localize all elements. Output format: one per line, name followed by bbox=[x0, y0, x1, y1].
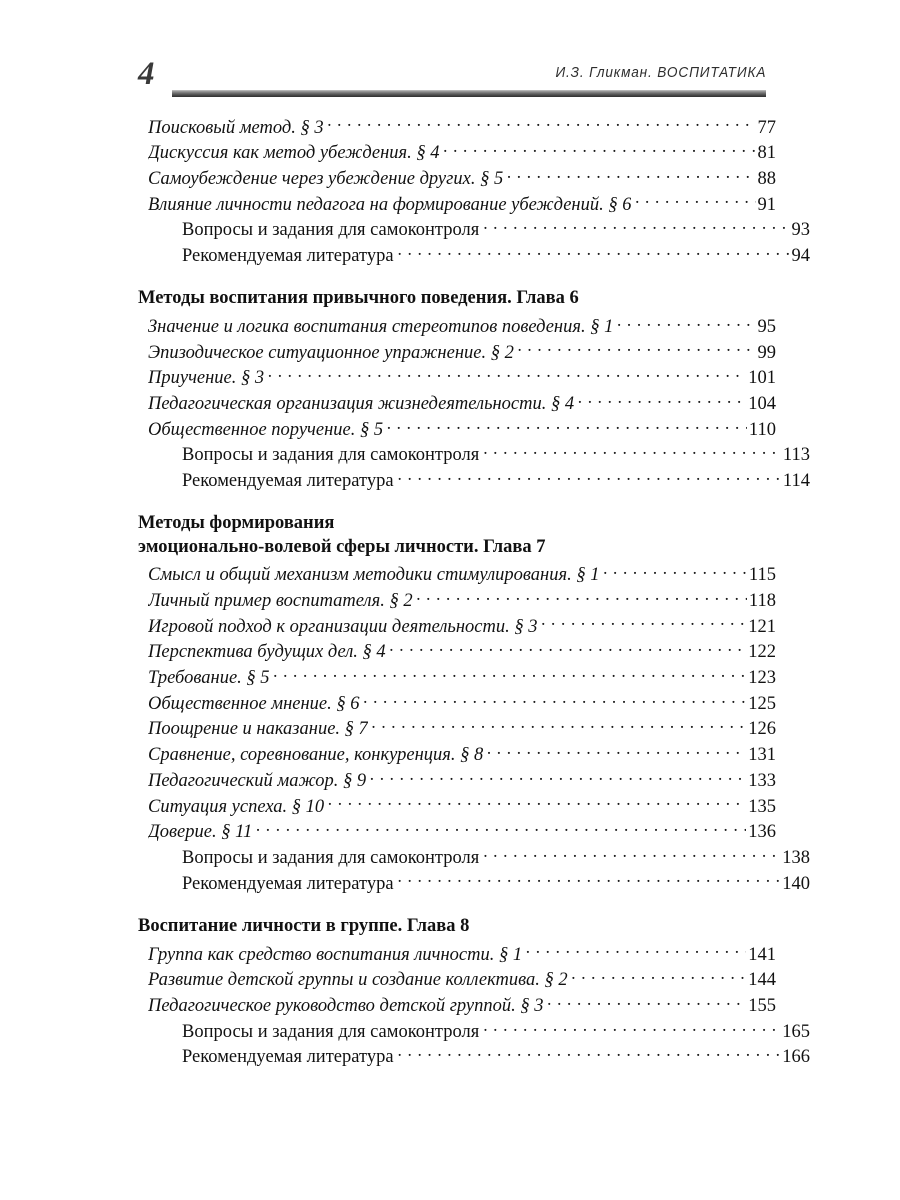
dot-leader bbox=[483, 844, 780, 863]
chapter-heading-line: эмоционально-волевой сферы личности. Глава 7 bbox=[138, 536, 546, 557]
toc-entry-page: 136 bbox=[748, 822, 776, 843]
toc-entry-page: 141 bbox=[748, 944, 776, 965]
toc-entry[interactable] bbox=[138, 587, 776, 613]
toc-entry-page: 114 bbox=[782, 471, 810, 492]
toc-entry-page: 118 bbox=[748, 590, 776, 611]
toc-entry[interactable] bbox=[138, 416, 776, 442]
toc-entry[interactable] bbox=[138, 665, 776, 691]
toc-entry-page: 101 bbox=[748, 368, 776, 389]
toc-entry-page: 144 bbox=[748, 970, 776, 991]
toc-chapter-block bbox=[138, 915, 810, 1070]
toc-entry-page: 126 bbox=[748, 719, 776, 740]
dot-leader bbox=[328, 793, 746, 812]
toc-entry-page: 121 bbox=[748, 616, 776, 637]
table-of-contents bbox=[138, 114, 810, 1070]
toc-entry[interactable] bbox=[138, 165, 776, 191]
toc-entry[interactable] bbox=[138, 793, 776, 819]
chapter-heading bbox=[138, 915, 766, 938]
toc-entry[interactable] bbox=[138, 767, 776, 793]
toc-entry-title: Педагогический мажор. § 9 bbox=[148, 770, 367, 791]
toc-entry-title: Сравнение, соревнование, конкуренция. § 8 bbox=[148, 745, 484, 766]
toc-entry[interactable] bbox=[138, 819, 776, 845]
toc-chapter-block bbox=[138, 512, 810, 896]
dot-leader bbox=[398, 1044, 781, 1063]
dot-leader bbox=[370, 767, 746, 786]
dot-leader bbox=[572, 967, 747, 986]
toc-entry-title: Рекомендуемая литература bbox=[182, 246, 394, 267]
toc-entry-title: Поисковый метод. § 3 bbox=[148, 117, 324, 138]
dot-leader bbox=[518, 339, 756, 358]
dot-leader bbox=[274, 665, 747, 684]
dot-leader bbox=[328, 114, 756, 133]
toc-entry-page: 99 bbox=[757, 342, 776, 363]
toc-entry-page: 81 bbox=[757, 143, 776, 164]
toc-entry[interactable] bbox=[138, 140, 776, 166]
toc-entry[interactable] bbox=[138, 442, 810, 468]
toc-entry-page: 131 bbox=[748, 745, 776, 766]
toc-entry[interactable] bbox=[138, 191, 776, 217]
toc-entry-page: 135 bbox=[748, 796, 776, 817]
dot-leader bbox=[507, 165, 755, 184]
toc-entry-title: Влияние личности педагога на формирование убеждений. § 6 bbox=[148, 194, 632, 215]
dot-leader bbox=[256, 819, 746, 838]
dot-leader bbox=[526, 941, 746, 960]
dot-leader bbox=[387, 416, 747, 435]
toc-entry[interactable] bbox=[138, 993, 776, 1019]
toc-entry-title: Смысл и общий механизм методики стимулирования. § 1 bbox=[148, 565, 600, 586]
dot-leader bbox=[364, 690, 747, 709]
toc-entry-title: Общественное мнение. § 6 bbox=[148, 693, 360, 714]
toc-entry[interactable] bbox=[138, 468, 810, 494]
toc-entry-page: 140 bbox=[782, 873, 810, 894]
dot-leader bbox=[417, 587, 747, 606]
dot-leader bbox=[635, 191, 755, 210]
toc-entry[interactable] bbox=[138, 870, 810, 896]
toc-entry-title: Эпизодическое ситуационное упражнение. § 2 bbox=[148, 342, 514, 363]
toc-chapter-block bbox=[138, 287, 810, 493]
toc-entry-page: 110 bbox=[748, 419, 776, 440]
dot-leader bbox=[483, 217, 789, 236]
toc-entry-page: 77 bbox=[757, 117, 776, 138]
toc-entry-title: Педагогическая организация жизнедеятельности. § 4 bbox=[148, 394, 575, 415]
toc-entry[interactable] bbox=[138, 313, 776, 339]
toc-entry-page: 166 bbox=[782, 1047, 810, 1068]
dot-leader bbox=[444, 140, 756, 159]
toc-entry-title: Развитие детской группы и создание коллектива. § 2 bbox=[148, 970, 568, 991]
toc-entry-title: Доверие. § 11 bbox=[148, 822, 253, 843]
dot-leader bbox=[483, 1018, 780, 1037]
toc-entry[interactable] bbox=[138, 243, 810, 269]
toc-entry-page: 93 bbox=[791, 220, 810, 241]
toc-entry-title: Вопросы и задания для самоконтроля bbox=[182, 445, 480, 466]
toc-entry[interactable] bbox=[138, 562, 776, 588]
toc-entry-title: Вопросы и задания для самоконтроля bbox=[182, 1021, 480, 1042]
dot-leader bbox=[617, 313, 755, 332]
toc-entry-title: Вопросы и задания для самоконтроля bbox=[182, 847, 480, 868]
toc-entry-page: 113 bbox=[782, 445, 810, 466]
dot-leader bbox=[398, 870, 781, 889]
toc-entry-page: 125 bbox=[748, 693, 776, 714]
toc-entry[interactable] bbox=[138, 941, 776, 967]
toc-entry-page: 94 bbox=[791, 246, 810, 267]
toc-entry-page: 91 bbox=[757, 194, 776, 215]
dot-leader bbox=[548, 993, 747, 1012]
dot-leader bbox=[268, 365, 746, 384]
toc-entry-page: 165 bbox=[782, 1021, 810, 1042]
chapter-heading bbox=[138, 287, 766, 310]
chapter-heading-line: Методы воспитания привычного поведения. Глава 6 bbox=[138, 288, 579, 309]
dot-leader bbox=[398, 468, 781, 487]
toc-entry-title: Личный пример воспитателя. § 2 bbox=[148, 590, 413, 611]
toc-entry[interactable] bbox=[138, 365, 776, 391]
dot-leader bbox=[541, 613, 746, 632]
dot-leader bbox=[487, 742, 746, 761]
toc-entry-title: Рекомендуемая литература bbox=[182, 1047, 394, 1068]
toc-entry-page: 122 bbox=[748, 642, 776, 663]
toc-entry[interactable] bbox=[138, 613, 776, 639]
toc-entry-title: Значение и логика воспитания стереотипов поведения. § 1 bbox=[148, 316, 614, 337]
running-head bbox=[138, 58, 766, 104]
chapter-heading bbox=[138, 512, 766, 558]
toc-entry[interactable] bbox=[138, 1044, 810, 1070]
toc-entry-title: Поощрение и наказание. § 7 bbox=[148, 719, 368, 740]
toc-entry-page: 123 bbox=[748, 668, 776, 689]
toc-entry[interactable] bbox=[138, 217, 810, 243]
toc-entry[interactable] bbox=[138, 1018, 810, 1044]
toc-entry-title: Игровой подход к организации деятельности. § 3 bbox=[148, 616, 538, 637]
toc-entry-title: Ситуация успеха. § 10 bbox=[148, 796, 325, 817]
chapter-heading-line: Воспитание личности в группе. Глава 8 bbox=[138, 915, 470, 936]
toc-entry[interactable] bbox=[138, 716, 776, 742]
toc-entry[interactable] bbox=[138, 690, 776, 716]
dot-leader bbox=[603, 562, 746, 581]
toc-entry-title: Вопросы и задания для самоконтроля bbox=[182, 220, 480, 241]
toc-entry-title: Перспектива будущих дел. § 4 bbox=[148, 642, 386, 663]
dot-leader bbox=[390, 639, 747, 658]
toc-entry[interactable] bbox=[138, 967, 776, 993]
toc-entry-title: Общественное поручение. § 5 bbox=[148, 419, 384, 440]
page-number: 4 bbox=[138, 56, 154, 92]
toc-entry-title: Группа как средство воспитания личности. § 1 bbox=[148, 944, 523, 965]
chapter-heading-line: Методы формирования bbox=[138, 513, 335, 534]
toc-entry-page: 104 bbox=[748, 394, 776, 415]
toc-entry[interactable] bbox=[138, 114, 776, 140]
toc-entry-title: Требование. § 5 bbox=[148, 668, 270, 689]
toc-entry-title: Педагогическое руководство детской группой. § 3 bbox=[148, 996, 544, 1016]
toc-entry-title: Приучение. § 3 bbox=[148, 368, 265, 389]
dot-leader bbox=[398, 243, 790, 262]
toc-entry-page: 133 bbox=[748, 770, 776, 791]
header-rule bbox=[172, 90, 766, 97]
toc-entry[interactable] bbox=[138, 339, 776, 365]
toc-entry-page: 155 bbox=[748, 996, 776, 1016]
dot-leader bbox=[483, 442, 781, 461]
toc-entry-page: 115 bbox=[748, 565, 776, 586]
toc-entry-title: Дискуссия как метод убеждения. § 4 bbox=[148, 143, 440, 164]
toc-entry-title: Рекомендуемая литература bbox=[182, 471, 394, 492]
toc-entry-page: 95 bbox=[757, 316, 776, 337]
toc-entry-page: 138 bbox=[782, 847, 810, 868]
toc-entry-title: Самоубеждение через убеждение других. § 5 bbox=[148, 168, 504, 189]
toc-block bbox=[138, 114, 810, 268]
toc-entry-title: Рекомендуемая литература bbox=[182, 873, 394, 894]
running-head-title: И.З. Гликман. ВОСПИТАТИКА bbox=[555, 65, 766, 81]
toc-entry-page: 88 bbox=[757, 168, 776, 189]
toc-entry[interactable] bbox=[138, 844, 810, 870]
toc-entry[interactable] bbox=[138, 639, 776, 665]
dot-leader bbox=[578, 391, 746, 410]
dot-leader bbox=[372, 716, 746, 735]
toc-entry[interactable] bbox=[138, 391, 776, 417]
toc-entry[interactable] bbox=[138, 742, 776, 768]
